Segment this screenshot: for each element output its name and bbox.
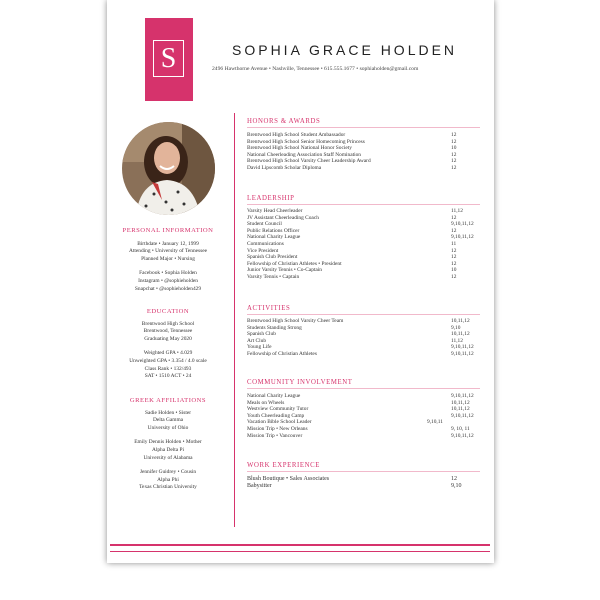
section-rule bbox=[247, 471, 480, 472]
list-item bbox=[247, 419, 487, 426]
item-label: Students Standing Strong bbox=[247, 324, 302, 331]
list-item bbox=[247, 208, 487, 215]
item-label: Fellowship of Christian Athletes bbox=[247, 350, 317, 357]
item-label: Mission Trip • Vancouver bbox=[247, 432, 303, 439]
item-year: 9,10,11,12 bbox=[451, 393, 474, 399]
item-label: David Lipscomb Scholar Diploma bbox=[247, 164, 322, 171]
item-label: Vice President bbox=[247, 247, 279, 254]
info-line: Jennifer Guidrey • Cousin bbox=[139, 469, 197, 476]
work-title: WORK EXPERIENCE bbox=[247, 462, 320, 469]
info-line: Unweighted GPA • 3.354 / 4.0 scale bbox=[129, 357, 207, 364]
section-title: PERSONAL INFORMATION bbox=[122, 227, 214, 234]
item-year: 10,11,12 bbox=[451, 399, 470, 406]
list-item bbox=[247, 426, 487, 433]
item-year: 12 bbox=[451, 273, 457, 280]
item-label: National Cheerleading Association Staff Nomination bbox=[247, 151, 361, 158]
item-year: 12 bbox=[451, 164, 457, 171]
profile-photo bbox=[122, 122, 215, 215]
info-line: Alpha Delta Pi bbox=[151, 446, 185, 453]
footer-rule bbox=[110, 551, 490, 552]
monogram-letter: S bbox=[153, 40, 184, 77]
info-line: University of Ohio bbox=[147, 424, 189, 431]
item-label: JV Assistant Cheerleading Coach bbox=[247, 214, 319, 221]
education-section bbox=[112, 308, 224, 381]
item-label: Brentwood High School Varsity Cheer Leadership Award bbox=[247, 158, 371, 165]
leadership-title: LEADERSHIP bbox=[247, 195, 295, 202]
item-year: 12 bbox=[451, 214, 457, 221]
community-title: COMMUNITY INVOLVEMENT bbox=[247, 379, 353, 386]
item-year: 9,10,11,12 bbox=[451, 432, 474, 439]
info-line: Emily Dennis Holden • Mother bbox=[134, 439, 202, 446]
info-line: Brentwood, Tennessee bbox=[143, 328, 193, 335]
item-label: Varsity Tennis • Captain bbox=[247, 273, 300, 280]
item-year: 12 bbox=[451, 254, 457, 261]
list-item bbox=[247, 158, 487, 165]
list-item bbox=[247, 241, 487, 248]
item-year: 9,10,11,12 bbox=[451, 221, 474, 228]
info-line: Alpha Phi bbox=[157, 476, 179, 483]
item-year: 9,10,11,12 bbox=[451, 350, 474, 357]
info-line: Planned Major • Nursing bbox=[141, 255, 195, 262]
section-title: EDUCATION bbox=[146, 308, 190, 315]
list-item bbox=[247, 318, 487, 325]
list-item bbox=[247, 406, 487, 413]
list-item bbox=[247, 145, 487, 152]
list-item bbox=[247, 351, 487, 358]
item-year: 10 bbox=[451, 145, 457, 152]
item-year: 9,10 bbox=[451, 483, 462, 490]
footer-rule bbox=[110, 544, 490, 546]
item-label: Meals on Wheels bbox=[247, 399, 285, 406]
item-label: Young Life bbox=[247, 344, 272, 351]
item-label: National Charity League bbox=[247, 393, 301, 399]
item-label: Art Club bbox=[247, 337, 267, 344]
leadership-list bbox=[247, 208, 487, 281]
item-year: 9,10,11,12 bbox=[451, 412, 474, 419]
info-line: Weighted GPA • 4.029 bbox=[143, 350, 193, 357]
list-item bbox=[247, 132, 487, 139]
list-item bbox=[247, 433, 487, 440]
item-label: Brentwood High School Student Ambassador bbox=[247, 132, 346, 138]
info-line: SAT • 1510 ACT • 24 bbox=[144, 373, 192, 380]
item-label: Varsity Head Cheerleader bbox=[247, 208, 303, 214]
item-label: National Charity League bbox=[247, 234, 301, 241]
contact-line: 2496 Hawthorne Avenue • Nashville, Tennessee • 615.555.1677 • sophiaholden@gmail.com bbox=[212, 66, 419, 72]
info-line: Class Rank • 132/493 bbox=[144, 365, 192, 372]
section-rule bbox=[247, 127, 480, 128]
item-year: 11 bbox=[451, 240, 457, 247]
list-item bbox=[247, 338, 487, 345]
item-year: 12 bbox=[451, 138, 457, 145]
item-year: 12 bbox=[451, 260, 457, 267]
item-year: 11,12 bbox=[451, 208, 463, 214]
item-label: Brentwood High School National Honor Society bbox=[247, 145, 352, 152]
list-item bbox=[247, 325, 487, 332]
list-item bbox=[247, 254, 487, 261]
activities-title: ACTIVITIES bbox=[247, 305, 291, 312]
info-line: Sadie Holden • Sister bbox=[144, 409, 192, 416]
item-label: Brentwood High School Senior Homecoming Princess bbox=[247, 138, 365, 145]
info-line: Facebook • Sophia Holden bbox=[139, 270, 197, 277]
info-line: Texas Christian University bbox=[139, 484, 197, 491]
list-item bbox=[247, 228, 487, 235]
info-line: Delta Gamma bbox=[152, 417, 184, 424]
list-item bbox=[247, 215, 487, 222]
item-year: 10,11,12 bbox=[451, 331, 470, 338]
list-item bbox=[247, 234, 487, 241]
list-item bbox=[247, 413, 487, 420]
list-item bbox=[247, 261, 487, 268]
info-line: Birthdate • January 12, 1999 bbox=[137, 240, 199, 247]
item-label: Westview Community Tutor bbox=[247, 406, 309, 413]
list-item bbox=[247, 139, 487, 146]
list-item bbox=[247, 331, 487, 338]
item-label: Communications bbox=[247, 240, 284, 247]
honors-title: HONORS & AWARDS bbox=[247, 118, 321, 125]
item-label: Mission Trip • New Orleans bbox=[247, 425, 308, 432]
item-label: Fellowship of Christian Athletes • President bbox=[247, 260, 342, 267]
item-year: 11,12 bbox=[451, 337, 463, 344]
item-label: Spanish Club President bbox=[247, 254, 298, 261]
applicant-name: SOPHIA GRACE HOLDEN bbox=[232, 42, 458, 58]
item-label: Spanish Club bbox=[247, 331, 276, 338]
item-label: Public Relations Officer bbox=[247, 227, 300, 234]
info-line: University of Alabama bbox=[143, 454, 193, 461]
item-label: Babysitter bbox=[247, 483, 272, 490]
list-item bbox=[247, 344, 487, 351]
item-label: Youth Cheerleading Camp bbox=[247, 412, 305, 419]
item-year: 12 bbox=[451, 227, 457, 234]
item-year: 12 bbox=[451, 247, 457, 254]
list-item bbox=[247, 274, 487, 281]
item-year: 12 bbox=[451, 158, 457, 165]
activities-list bbox=[247, 318, 487, 358]
item-year: 12 bbox=[451, 151, 457, 158]
list-item bbox=[247, 400, 487, 407]
section-rule bbox=[247, 388, 480, 389]
item-year: 10,11,12 bbox=[451, 318, 470, 324]
greek-section bbox=[112, 397, 224, 492]
list-item bbox=[247, 393, 487, 400]
work-list bbox=[247, 476, 487, 491]
item-year: 10 bbox=[451, 267, 457, 274]
item-year: 9,10 bbox=[451, 324, 461, 331]
item-label: Vacation Bible School Leader bbox=[247, 419, 312, 426]
community-list bbox=[247, 393, 487, 439]
item-year: 9, 10, 11 bbox=[451, 425, 470, 432]
item-year: 9,10,11,12 bbox=[451, 344, 474, 351]
section-rule bbox=[247, 204, 480, 205]
item-year: 10,11,12 bbox=[451, 406, 470, 413]
list-item bbox=[247, 221, 487, 228]
list-item bbox=[247, 267, 487, 274]
list-item bbox=[247, 165, 487, 172]
item-year: 9,10,11 bbox=[427, 419, 443, 426]
item-label: Brentwood High School Varsity Cheer Team bbox=[247, 318, 344, 324]
info-line: Graduating May 2020 bbox=[144, 335, 192, 342]
info-line: Attending • University of Tennessee bbox=[128, 248, 208, 255]
section-rule bbox=[247, 314, 480, 315]
item-year: 12 bbox=[451, 132, 457, 138]
honors-list bbox=[247, 132, 487, 172]
item-label: Student Council bbox=[247, 221, 282, 228]
info-line: Snapchat • @sophieholden429 bbox=[134, 285, 202, 292]
personal-info-section bbox=[112, 227, 224, 293]
column-divider bbox=[234, 113, 235, 527]
info-line: Instagram • @sophieholden bbox=[138, 277, 198, 284]
list-item bbox=[247, 248, 487, 255]
item-label: Junior Varsity Tennis • Co-Captain bbox=[247, 267, 322, 274]
item-year: 9,10,11,12 bbox=[451, 234, 474, 241]
list-item bbox=[247, 476, 487, 483]
list-item bbox=[247, 152, 487, 159]
list-item bbox=[247, 483, 487, 490]
info-line: Brentwood High School bbox=[141, 320, 195, 327]
section-title: GREEK AFFILIATIONS bbox=[129, 397, 207, 404]
item-year: 12 bbox=[451, 476, 457, 482]
item-label: Blush Boutique • Sales Associates bbox=[247, 476, 330, 482]
